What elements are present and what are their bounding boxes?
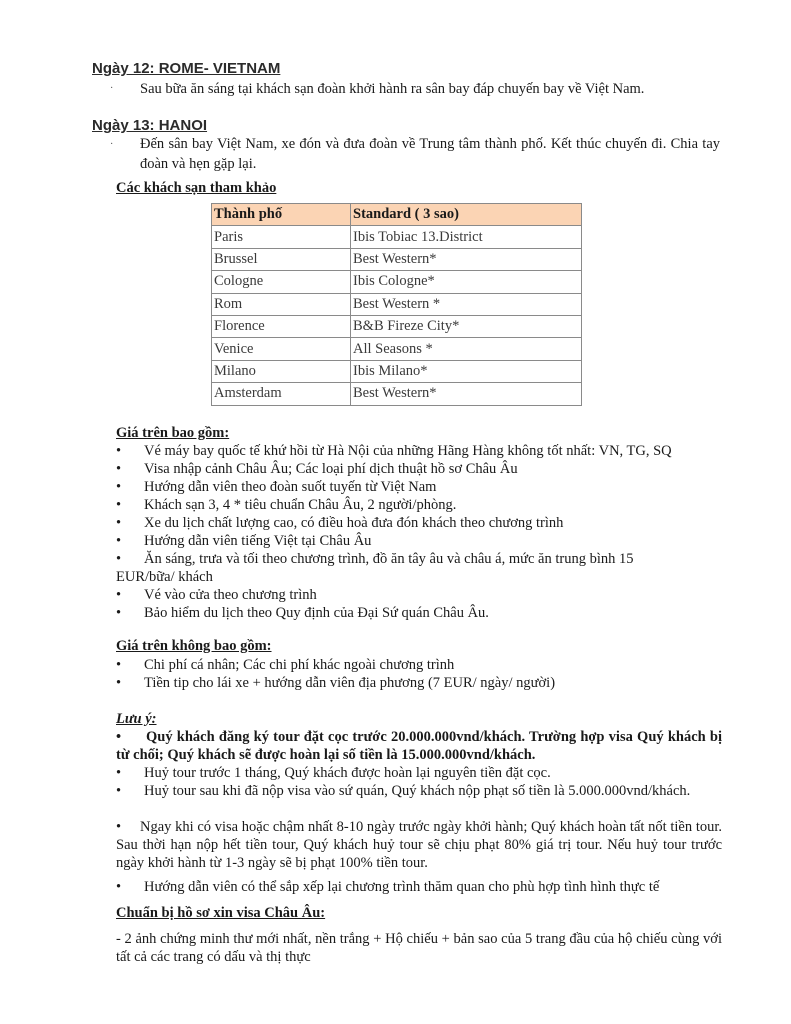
bullet-icon: • (116, 587, 122, 603)
included-item (116, 478, 726, 496)
included-item (116, 496, 726, 514)
notes-deposit-text: Quý khách đăng ký tour đặt cọc trước 20.000.000vnd/khách. Trường hợp visa Quý khách bị từ chối; Quý khách sẽ được hoàn lại số tiền là 15.000.000vnd/khách. (116, 729, 722, 763)
hotel-city-cell: Florence (212, 315, 351, 337)
hotels-title: Các khách sạn tham khảo (116, 180, 277, 196)
bullet-icon: • (116, 765, 122, 781)
included-item-text: Ăn sáng, trưa và tối theo chương trình, đồ ăn tây âu và châu á, mức ăn trung bình 15 (144, 551, 634, 567)
included-item (116, 604, 726, 622)
hotels-table-row (212, 248, 582, 270)
visa-title: Chuẩn bị hồ sơ xin visa Châu Âu: (116, 905, 326, 921)
included-item-text: Vé máy bay quốc tế khứ hồi từ Hà Nội của những Hãng Hàng không tốt nhất: VN, TG, SQ (144, 443, 672, 459)
included-item-text: Xe du lịch chất lượng cao, có điều hoà đưa đón khách theo chương trình (144, 515, 564, 531)
included-title: Giá trên bao gồm: (116, 425, 230, 441)
notes-cancel-2 (116, 782, 722, 800)
hotels-table-row (212, 315, 582, 337)
included-item (116, 532, 726, 550)
excluded-item (116, 656, 726, 674)
bullet-icon: • (116, 675, 122, 691)
bullet-icon: • (116, 479, 122, 495)
included-item-text: Hướng dẫn viên theo đoàn suốt tuyến từ Việt Nam (144, 479, 437, 495)
notes-guide-text: Hướng dẫn viên có thể sắp xếp lại chương trình thăm quan cho phù hợp tình hình thực tế (144, 879, 660, 895)
hotel-city-cell: Rom (212, 293, 351, 315)
day13-text: Đến sân bay Việt Nam, xe đón và đưa đoàn về Trung tâm thành phố. Kết thúc chuyến đi. Chia tay đoàn và hẹn gặp lại. (140, 136, 720, 172)
included-item (116, 514, 726, 532)
bullet-dot-icon: · (110, 139, 114, 150)
excluded-item-text: Tiền tip cho lái xe + hướng dẫn viên địa phương (7 EUR/ ngày/ người) (144, 675, 556, 691)
hotels-table-row (212, 226, 582, 248)
included-item-text: Khách sạn 3, 4 * tiêu chuẩn Châu Âu, 2 người/phòng. (144, 497, 457, 513)
hotel-name-cell: Ibis Milano* (351, 360, 582, 382)
hotels-header-standard: Standard ( 3 sao) (351, 204, 582, 226)
bullet-icon: • (116, 879, 122, 895)
hotel-city-cell: Paris (212, 226, 351, 248)
hotels-header-city: Thành phố (212, 204, 351, 226)
notes-cancel-3-text: Ngay khi có visa hoặc chậm nhất 8-10 ngày trước ngày khởi hành; Quý khách hoàn tất nốt tiền tour. Sau thời hạn nộp hết tiền tour, Quý khách huỷ tour sẽ chịu phạt 80% giá trị tour. Nếu huỷ tour trước ngày khởi hành từ 1-3 ngày sẽ bị phạt 100% tiền tour. (116, 819, 722, 871)
excluded-item-text: Chi phí cá nhân; Các chi phí khác ngoài chương trình (144, 657, 455, 673)
notes-deposit (116, 728, 722, 764)
hotel-city-cell: Brussel (212, 248, 351, 270)
included-item-text: Vé vào cửa theo chương trình (144, 587, 317, 603)
included-item-text: Visa nhập cảnh Châu Âu; Các loại phí dịch thuật hồ sơ Châu Âu (144, 461, 518, 477)
bullet-icon: • (116, 729, 122, 745)
bullet-icon: • (116, 551, 122, 567)
included-item (116, 586, 726, 604)
notes-title: Lưu ý: (116, 711, 157, 727)
notes-cancel-3 (116, 818, 722, 872)
bullet-icon: • (116, 497, 122, 513)
notes-cancel-1 (116, 764, 722, 782)
day13-heading (92, 117, 207, 134)
bullet-icon: • (116, 605, 122, 621)
hotels-table-row (212, 271, 582, 293)
hotels-table-row (212, 360, 582, 382)
bullet-icon: • (116, 819, 122, 835)
included-meal-continuation: EUR/bữa/ khách (116, 569, 213, 585)
notes-cancel-1-text: Huỷ tour trước 1 tháng, Quý khách được hoàn lại nguyên tiền đặt cọc. (144, 765, 551, 781)
day12-text: Sau bữa ăn sáng tại khách sạn đoàn khởi hành ra sân bay đáp chuyến bay về Việt Nam. (140, 81, 645, 97)
hotels-table-row (212, 338, 582, 360)
bullet-icon: • (116, 443, 122, 459)
hotel-city-cell: Venice (212, 338, 351, 360)
bullet-icon: • (116, 461, 122, 477)
excluded-title: Giá trên không bao gồm: (116, 638, 272, 654)
hotel-city-cell: Cologne (212, 271, 351, 293)
hotel-name-cell: Ibis Cologne* (351, 271, 582, 293)
included-item-text: Bảo hiểm du lịch theo Quy định của Đại Sứ quán Châu Âu. (144, 605, 489, 621)
notes-cancel-2-text: Huỷ tour sau khi đã nộp visa vào sứ quán, Quý khách nộp phạt số tiền là 5.000.000vnd/khách. (144, 783, 691, 799)
hotel-name-cell: B&B Fireze City* (351, 315, 582, 337)
bullet-dot-icon: · (110, 83, 114, 94)
excluded-item (116, 674, 726, 692)
included-item (116, 442, 726, 460)
included-item (116, 550, 726, 568)
hotel-name-cell: Best Western * (351, 293, 582, 315)
hotel-name-cell: All Seasons * (351, 338, 582, 360)
hotel-name-cell: Best Western* (351, 383, 582, 405)
day13-title-day: Ngày 13 (92, 117, 150, 134)
bullet-icon: • (116, 533, 122, 549)
included-item (116, 460, 726, 478)
bullet-icon: • (116, 783, 122, 799)
hotel-city-cell: Amsterdam (212, 383, 351, 405)
hotels-table-header (212, 204, 582, 226)
day12-heading: Ngày 12: ROME- VIETNAM (92, 60, 281, 77)
hotels-table (211, 203, 582, 406)
hotels-table-row (212, 293, 582, 315)
notes-guide (116, 878, 722, 896)
visa-text: - 2 ảnh chứng minh thư mới nhất, nền trắng + Hộ chiếu + bản sao của 5 trang đầu của hộ chiếu cùng với tất cả các trang có dấu và thị thực (116, 931, 722, 965)
bullet-icon: • (116, 657, 122, 673)
hotels-table-row (212, 383, 582, 405)
hotel-name-cell: Best Western* (351, 248, 582, 270)
day13-title-place: : HANOI (149, 117, 208, 134)
hotel-name-cell: Ibis Tobiac 13.District (351, 226, 582, 248)
bullet-icon: • (116, 515, 122, 531)
included-item-text: Hướng dẫn viên tiếng Việt tại Châu Âu (144, 533, 372, 549)
hotel-city-cell: Milano (212, 360, 351, 382)
